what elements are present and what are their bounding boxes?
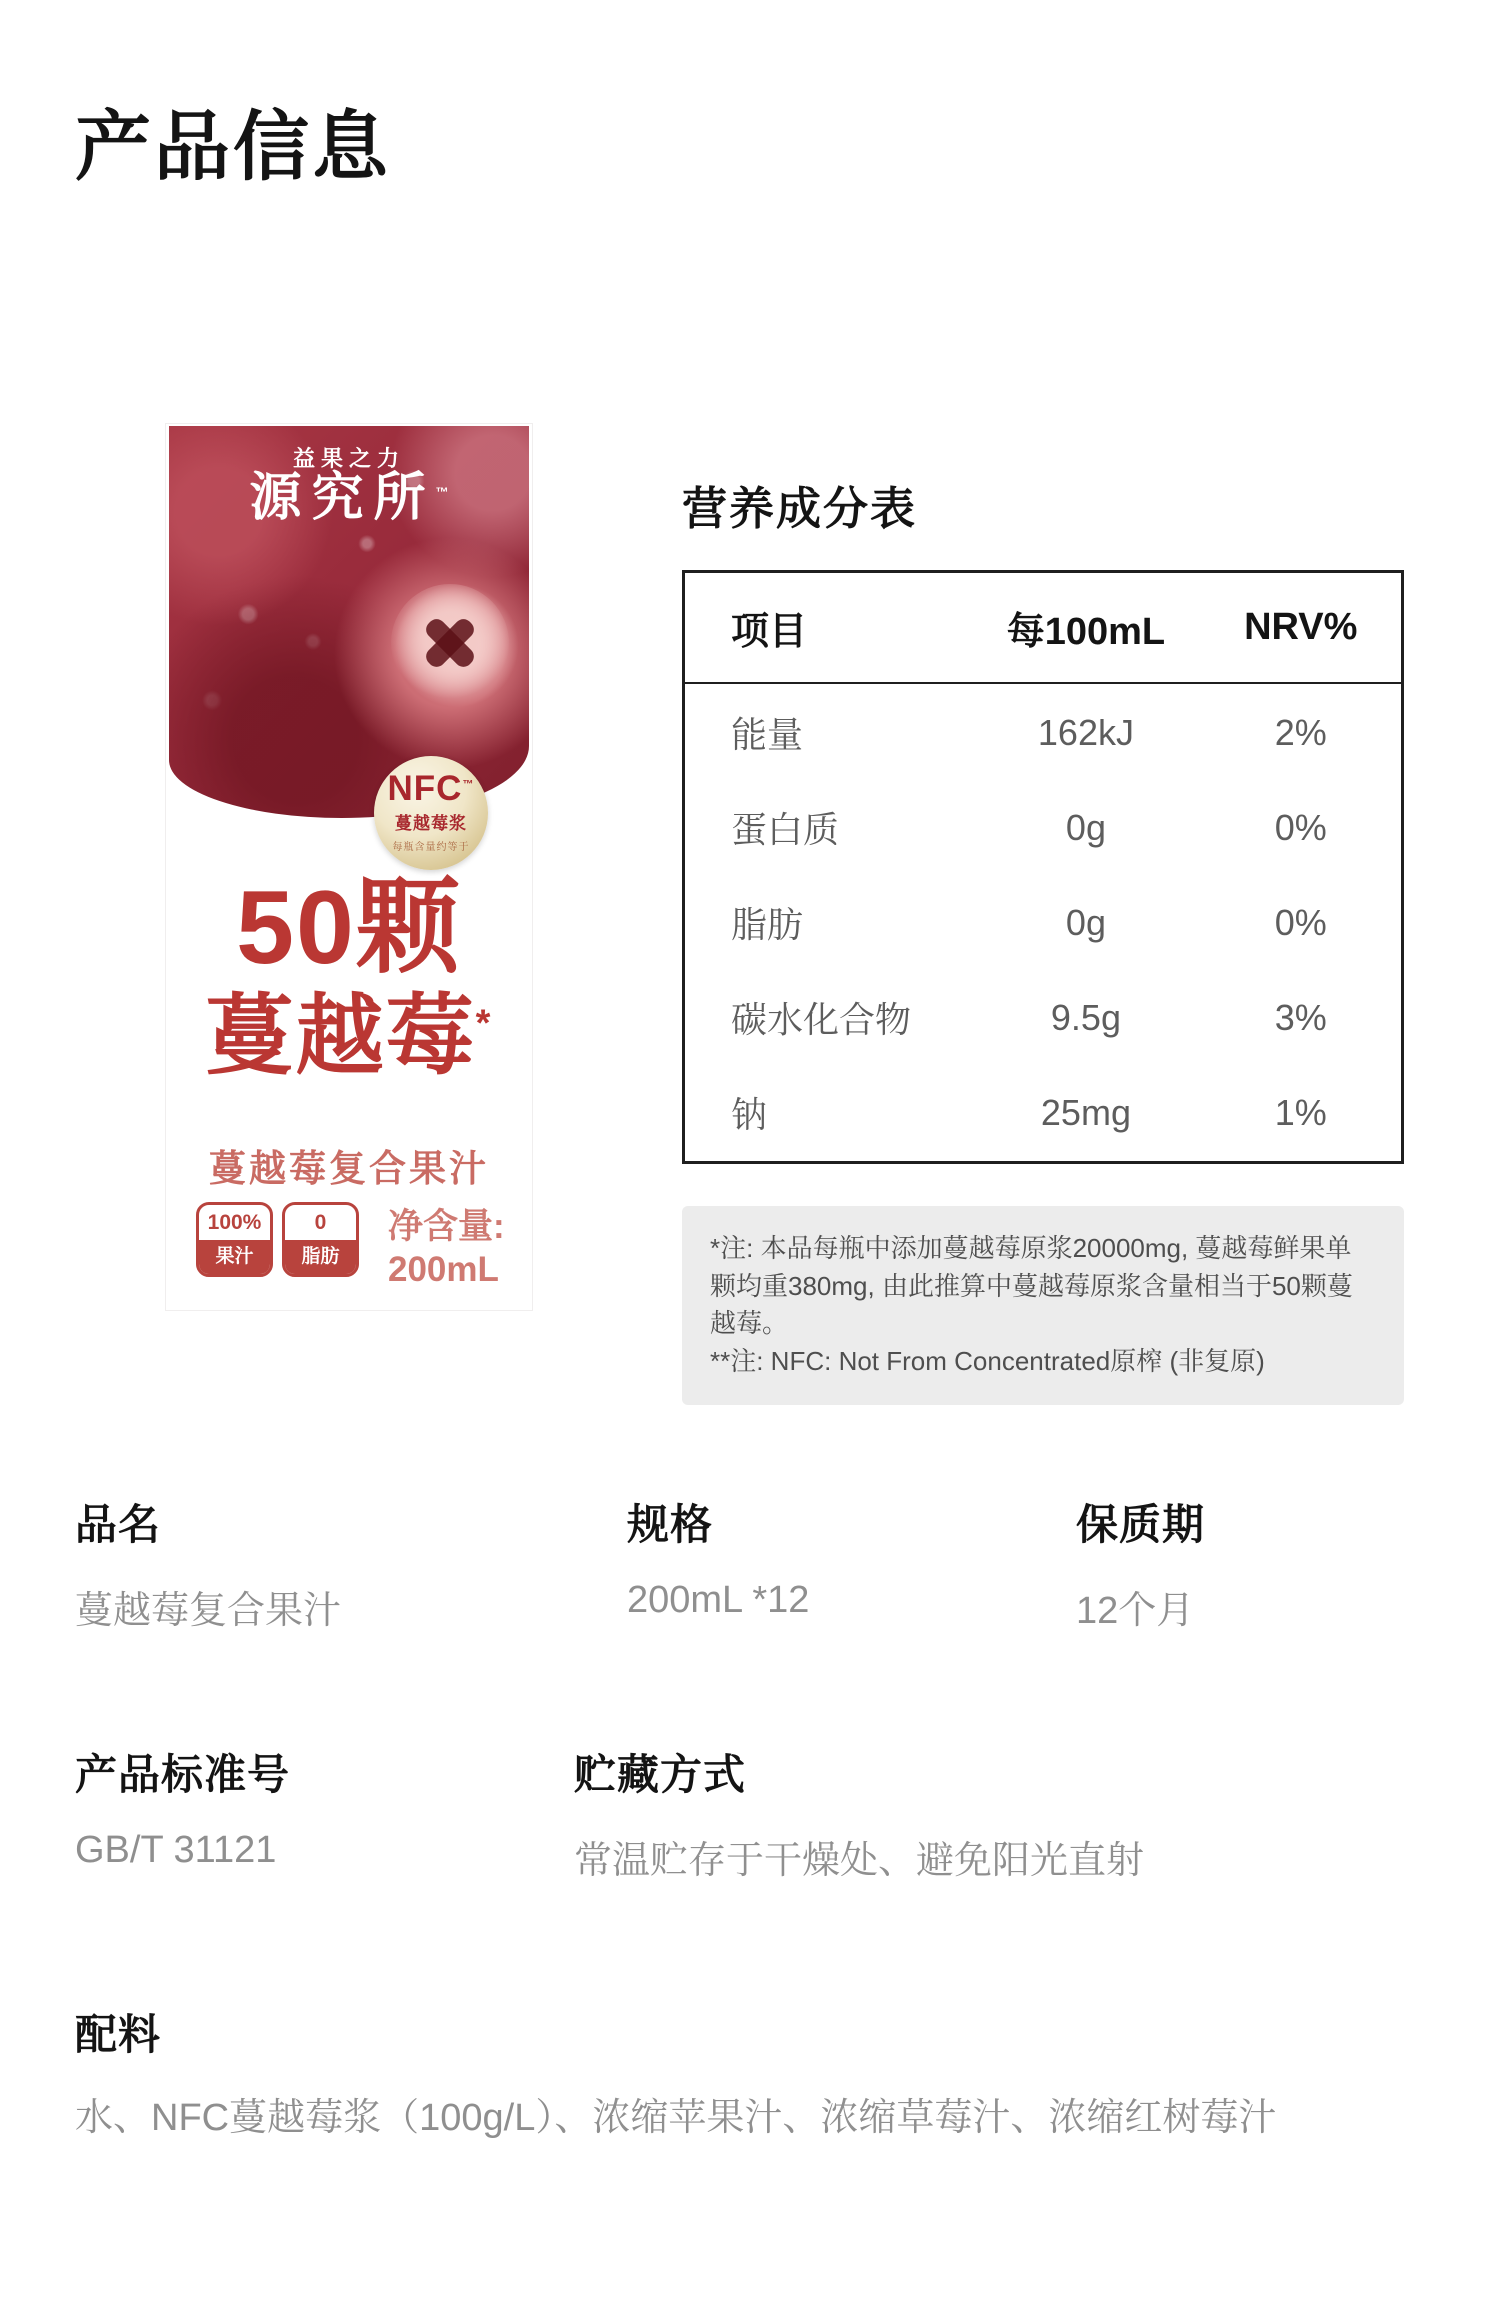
nfc-text: NFC <box>387 769 463 808</box>
fat-badge-top: 0 <box>314 1211 327 1234</box>
page-title: 产品信息 <box>75 105 391 190</box>
product-package-image <box>165 423 533 1311</box>
package-headline-fruit <box>166 986 532 1085</box>
headline-asterisk: * <box>475 1002 493 1045</box>
field-specification <box>627 1492 809 1622</box>
brand-name-text: 源究所 <box>249 469 436 527</box>
brand-slogan-text: 益果之力 <box>292 446 405 471</box>
package-subtitle: 蔓越莓复合果汁 <box>209 1148 489 1189</box>
header-cell-item: 项目 <box>731 611 808 653</box>
nutrition-table <box>682 570 1404 1164</box>
header-cell-nrv: NRV% <box>1244 606 1358 648</box>
field-value-product-name: 蔓越莓复合果汁 <box>75 1590 342 1632</box>
fat-badge-bottom: 脂肪 <box>285 1240 356 1274</box>
row-energy-name: 能量 <box>731 714 804 755</box>
trademark-mark: ™ <box>435 484 449 500</box>
row-fat-name: 脂肪 <box>731 904 804 945</box>
field-storage <box>574 1742 1144 1884</box>
field-product-name <box>75 1492 341 1634</box>
note-line-2: **注: NFC: Not From Concentrated原榨 (非复原) <box>710 1346 1265 1377</box>
nfc-badge <box>374 756 488 870</box>
field-shelf-life <box>1076 1492 1205 1634</box>
net-content-label: 净含量: <box>388 1207 505 1246</box>
trademark-mark: ™ <box>462 778 475 791</box>
nfc-badge-subtitle: 蔓越莓浆 <box>395 814 467 833</box>
net-content-value: 200mL <box>388 1250 499 1290</box>
field-label-shelf-life: 保质期 <box>1076 1501 1206 1548</box>
cranberry-photo <box>169 426 529 818</box>
net-content <box>388 1205 505 1292</box>
field-label-standard-number: 产品标准号 <box>75 1751 291 1798</box>
row-sodium-nrv: 1% <box>1274 1091 1327 1133</box>
row-protein-amount: 0g <box>1065 806 1106 848</box>
row-protein-name: 蛋白质 <box>731 809 840 850</box>
row-energy-amount: 162kJ <box>1037 711 1134 753</box>
field-value-storage: 常温贮存于干燥处、避免阳光直射 <box>574 1840 1145 1882</box>
field-label-specification: 规格 <box>627 1501 714 1548</box>
field-value-standard-number: GB/T 31121 <box>75 1829 277 1871</box>
nutrition-title: 营养成分表 <box>682 483 918 534</box>
nfc-badge-fineprint: 每瓶含量约等于 <box>392 842 470 853</box>
juice-100-badge <box>196 1202 273 1277</box>
cranberry-calyx-icon <box>391 584 509 702</box>
row-fat-nrv: 0% <box>1274 901 1327 943</box>
zero-fat-badge <box>282 1202 359 1277</box>
row-energy-nrv: 2% <box>1274 711 1327 753</box>
field-value-ingredients: 水、NFC蔓越莓浆（100g/L）、浓缩苹果汁、浓缩草莓汁、浓缩红树莓汁 <box>75 2097 1277 2139</box>
juice-badge-bottom: 果汁 <box>199 1240 270 1274</box>
row-carb-nrv: 3% <box>1274 996 1327 1038</box>
field-label-ingredients: 配料 <box>75 2011 162 2058</box>
nutrition-table-body <box>685 684 1401 1160</box>
headline-fruit-text: 蔓越莓 <box>205 986 476 1085</box>
field-ingredients <box>75 2002 1483 2148</box>
nutrition-table-header <box>685 573 1401 684</box>
field-label-product-name: 品名 <box>75 1501 162 1548</box>
header-cell-per100ml: 每100mL <box>1006 611 1166 653</box>
row-sodium-name: 钠 <box>731 1094 768 1135</box>
brand-name <box>169 470 529 527</box>
row-carb-amount: 9.5g <box>1050 996 1121 1038</box>
row-fat-amount: 0g <box>1065 901 1106 943</box>
nfc-badge-title <box>374 771 488 806</box>
field-value-shelf-life: 12个月 <box>1076 1590 1195 1632</box>
note-line-1: *注: 本品每瓶中添加蔓越莓原浆20000mg, 蔓越莓鲜果单颗均重380mg, 由此推算中蔓越莓原浆含量相当于50颗蔓越莓。 <box>710 1233 1353 1339</box>
field-label-storage: 贮藏方式 <box>574 1751 747 1798</box>
field-value-specification: 200mL *12 <box>627 1579 810 1621</box>
package-headline-count: 50颗 <box>236 870 462 986</box>
juice-badge-top: 100% <box>207 1211 262 1234</box>
package-claim-badges <box>196 1202 359 1277</box>
row-sodium-amount: 25mg <box>1040 1091 1131 1133</box>
row-protein-nrv: 0% <box>1274 806 1327 848</box>
field-standard-number <box>75 1742 290 1872</box>
row-carb-name: 碳水化合物 <box>731 999 912 1040</box>
nutrition-notes <box>682 1206 1404 1405</box>
